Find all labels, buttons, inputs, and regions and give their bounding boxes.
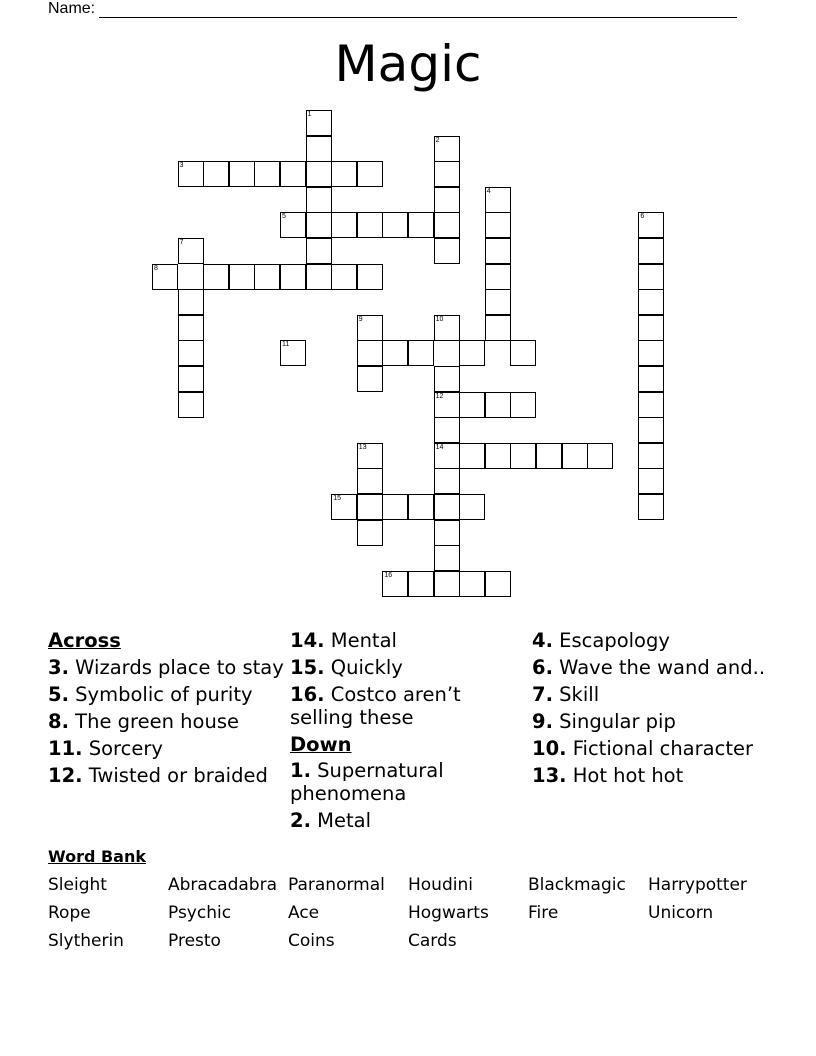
grid-cell[interactable]	[434, 494, 460, 520]
clue-number: 16.	[290, 683, 325, 706]
page-title: Magic	[334, 35, 482, 93]
clue-number: 9.	[532, 710, 553, 733]
grid-cell[interactable]	[178, 392, 204, 418]
clue-number: 12.	[48, 763, 83, 787]
clue-text: Singular pip	[552, 710, 676, 733]
grid-cell[interactable]	[357, 212, 383, 238]
grid-cell[interactable]	[587, 443, 613, 469]
clue-column-1	[48, 630, 284, 792]
word-bank-item: Houdini	[408, 875, 473, 895]
clue-item	[48, 765, 284, 788]
clue-number: 11.	[48, 736, 83, 760]
grid-cell[interactable]	[306, 238, 332, 264]
grid-cell[interactable]	[485, 571, 511, 597]
grid-cell[interactable]	[178, 161, 204, 187]
grid-cell[interactable]	[331, 161, 357, 187]
grid-cell[interactable]	[306, 136, 332, 162]
clue-item	[532, 765, 768, 788]
clue-item	[532, 630, 768, 653]
clue-column-3	[532, 630, 768, 792]
clue-number: 6.	[532, 656, 553, 679]
grid-cell[interactable]	[357, 443, 383, 469]
grid-cell[interactable]	[638, 417, 664, 443]
clue-number: 10	[435, 315, 444, 323]
clue-text: Mental	[324, 629, 397, 652]
clue-text: Costco aren’t selling these	[290, 683, 461, 729]
word-bank-item: Hogwarts	[408, 903, 489, 923]
clue-text: Hot hot hot	[566, 764, 684, 787]
clue-item	[48, 657, 284, 680]
clue-number: 16	[384, 571, 393, 579]
grid-cell[interactable]	[459, 571, 485, 597]
grid-cell[interactable]	[434, 520, 460, 546]
grid-cell[interactable]	[485, 392, 511, 418]
grid-cell[interactable]	[638, 212, 664, 238]
clue-item	[48, 738, 284, 761]
word-bank-item: Paranormal	[288, 875, 385, 895]
grid-cell[interactable]	[357, 264, 383, 290]
grid-cell[interactable]	[408, 571, 434, 597]
grid-cell[interactable]	[638, 238, 664, 264]
clue-column-2	[290, 630, 526, 837]
clue-item	[290, 657, 526, 680]
name-label: Name:	[48, 0, 96, 17]
clue-number: 14	[435, 443, 444, 451]
word-bank-item: Coins	[288, 931, 335, 951]
grid-cell[interactable]	[382, 212, 408, 238]
grid-cell[interactable]	[357, 161, 383, 187]
clue-number: 6	[640, 213, 645, 221]
word-bank-title: Word Bank	[48, 847, 147, 866]
grid-cell[interactable]	[254, 161, 280, 187]
grid-cell[interactable]	[485, 238, 511, 264]
name-field[interactable]	[48, 0, 737, 18]
grid-cell[interactable]	[306, 110, 332, 136]
grid-cell[interactable]	[408, 494, 434, 520]
grid-cell[interactable]	[306, 264, 332, 290]
grid-cell[interactable]	[434, 545, 460, 571]
grid-cell[interactable]	[280, 340, 306, 366]
grid-cell[interactable]	[510, 392, 536, 418]
word-bank-item: Sleight	[48, 875, 107, 895]
clue-number: 4.	[532, 629, 553, 652]
grid-cell[interactable]	[229, 161, 255, 187]
grid-cell[interactable]	[280, 212, 306, 238]
across-heading: Across	[48, 629, 121, 652]
clue-text: Supernatural phenomena	[290, 759, 444, 805]
clue-number: 1.	[290, 759, 311, 782]
clue-item	[290, 684, 526, 729]
name-underline[interactable]	[99, 3, 737, 18]
clue-text: Twisted or braided	[82, 763, 268, 787]
grid-cell[interactable]	[178, 340, 204, 366]
grid-cell[interactable]	[638, 443, 664, 469]
grid-cell[interactable]	[485, 315, 511, 341]
grid-cell[interactable]	[254, 264, 280, 290]
grid-cell[interactable]	[638, 315, 664, 341]
clue-number: 1	[307, 111, 312, 118]
down-heading: Down	[290, 732, 352, 756]
clue-number: 8	[154, 264, 158, 272]
grid-cell[interactable]	[485, 187, 511, 213]
word-bank-item: Slytherin	[48, 931, 124, 951]
grid-cell[interactable]	[485, 443, 511, 469]
grid-cell[interactable]	[434, 136, 460, 162]
grid-cell[interactable]	[280, 161, 306, 187]
grid-cell[interactable]	[331, 212, 357, 238]
clue-number: 10.	[532, 737, 567, 760]
clue-number: 2.	[290, 808, 311, 832]
clue-item	[290, 760, 526, 805]
clue-number: 8.	[48, 709, 69, 733]
clue-number: 14.	[290, 629, 325, 652]
grid-cell[interactable]	[306, 212, 332, 238]
grid-cell[interactable]	[434, 187, 460, 213]
grid-cell[interactable]	[357, 340, 383, 366]
grid-cell[interactable]	[510, 340, 536, 366]
grid-cell[interactable]	[434, 417, 460, 443]
grid-cell[interactable]	[357, 468, 383, 494]
clue-number: 13.	[532, 764, 567, 787]
grid-cell[interactable]	[331, 264, 357, 290]
clue-text: Fictional character	[566, 737, 753, 760]
grid-cell[interactable]	[306, 161, 332, 187]
clue-item	[532, 657, 768, 680]
clue-item	[48, 684, 284, 707]
grid-cell[interactable]	[152, 264, 178, 290]
grid-cell[interactable]	[357, 494, 383, 520]
clue-item	[48, 711, 284, 734]
clue-number: 3.	[48, 655, 69, 679]
grid-cell[interactable]	[485, 212, 511, 238]
clue-text: Symbolic of purity	[68, 682, 253, 706]
clue-number: 9	[358, 315, 363, 323]
grid-cell[interactable]	[459, 494, 485, 520]
grid-cell[interactable]	[382, 494, 408, 520]
grid-cell[interactable]	[434, 212, 460, 238]
grid-cell[interactable]	[638, 468, 664, 494]
grid-cell[interactable]	[434, 468, 460, 494]
grid-cell[interactable]	[229, 264, 255, 290]
word-bank-item: Harrypotter	[648, 875, 747, 895]
grid-cell[interactable]	[434, 392, 460, 418]
clue-text: Skill	[552, 683, 600, 706]
clue-item	[290, 810, 526, 833]
grid-cell[interactable]	[638, 340, 664, 366]
grid-cell[interactable]	[434, 366, 460, 392]
grid-cell[interactable]	[510, 443, 536, 469]
grid-cell[interactable]	[178, 366, 204, 392]
grid-cell[interactable]	[638, 366, 664, 392]
grid-cell[interactable]	[382, 340, 408, 366]
word-bank-item: Presto	[168, 931, 221, 951]
clue-number: 15.	[290, 656, 325, 679]
grid-cell[interactable]	[434, 571, 460, 597]
grid-cell[interactable]	[331, 494, 357, 520]
grid-cell[interactable]	[306, 187, 332, 213]
grid-cell[interactable]	[178, 289, 204, 315]
grid-cell[interactable]	[459, 340, 485, 366]
grid-cell[interactable]	[178, 315, 204, 341]
grid-cell[interactable]	[434, 238, 460, 264]
grid-cell[interactable]	[485, 264, 511, 290]
clue-number: 5.	[48, 682, 69, 706]
clue-text: The green house	[68, 709, 239, 733]
grid-cell[interactable]	[536, 443, 562, 469]
grid-cell[interactable]	[382, 571, 408, 597]
grid-cell[interactable]	[638, 289, 664, 315]
clue-text: Sorcery	[82, 736, 163, 760]
clue-number: 15	[333, 495, 341, 502]
clue-number: 3	[179, 162, 184, 170]
grid-cell[interactable]	[408, 340, 434, 366]
clue-number: 7.	[532, 683, 553, 706]
clue-number: 2	[435, 136, 440, 144]
clue-text: Escapology	[552, 629, 670, 652]
clue-number: 5	[282, 213, 286, 221]
clue-number: 13	[358, 443, 367, 451]
clue-item	[290, 630, 526, 653]
clue-number: 11	[282, 341, 290, 349]
word-bank-item: Abracadabra	[168, 875, 277, 895]
grid-cell[interactable]	[203, 161, 229, 187]
grid-cell[interactable]	[280, 264, 306, 290]
grid-cell[interactable]	[434, 443, 460, 469]
clue-item	[532, 684, 768, 707]
grid-cell[interactable]	[408, 212, 434, 238]
word-bank-item: Unicorn	[648, 903, 714, 923]
clue-item	[532, 738, 768, 761]
word-bank-item: Rope	[48, 903, 91, 923]
clue-text: Wave the wand and..	[552, 656, 766, 679]
grid-cell[interactable]	[638, 392, 664, 418]
grid-cell[interactable]	[357, 520, 383, 546]
grid-cell[interactable]	[459, 392, 485, 418]
grid-cell[interactable]	[638, 494, 664, 520]
grid-cell[interactable]	[485, 289, 511, 315]
clue-text: Wizards place to stay	[68, 655, 284, 679]
grid-cell[interactable]	[203, 264, 229, 290]
word-bank-item: Psychic	[168, 903, 232, 923]
grid-cell[interactable]	[562, 443, 588, 469]
grid-cell[interactable]	[459, 443, 485, 469]
grid-cell[interactable]	[357, 366, 383, 392]
clue-text: Metal	[310, 808, 372, 832]
word-bank-item: Fire	[528, 903, 559, 923]
clue-number: 4	[486, 187, 491, 195]
clue-item	[532, 711, 768, 734]
word-bank-item: Blackmagic	[528, 875, 626, 895]
clue-number: 12	[435, 392, 444, 400]
word-bank-item: Ace	[288, 903, 320, 923]
grid-cell[interactable]	[638, 264, 664, 290]
clue-text: Quickly	[324, 656, 403, 679]
grid-cell[interactable]	[357, 315, 383, 341]
grid-cell[interactable]	[434, 161, 460, 187]
grid-cell[interactable]	[178, 238, 204, 264]
word-bank-item: Cards	[408, 931, 457, 951]
clue-number: 7	[179, 239, 184, 246]
grid-cell[interactable]	[434, 315, 460, 341]
